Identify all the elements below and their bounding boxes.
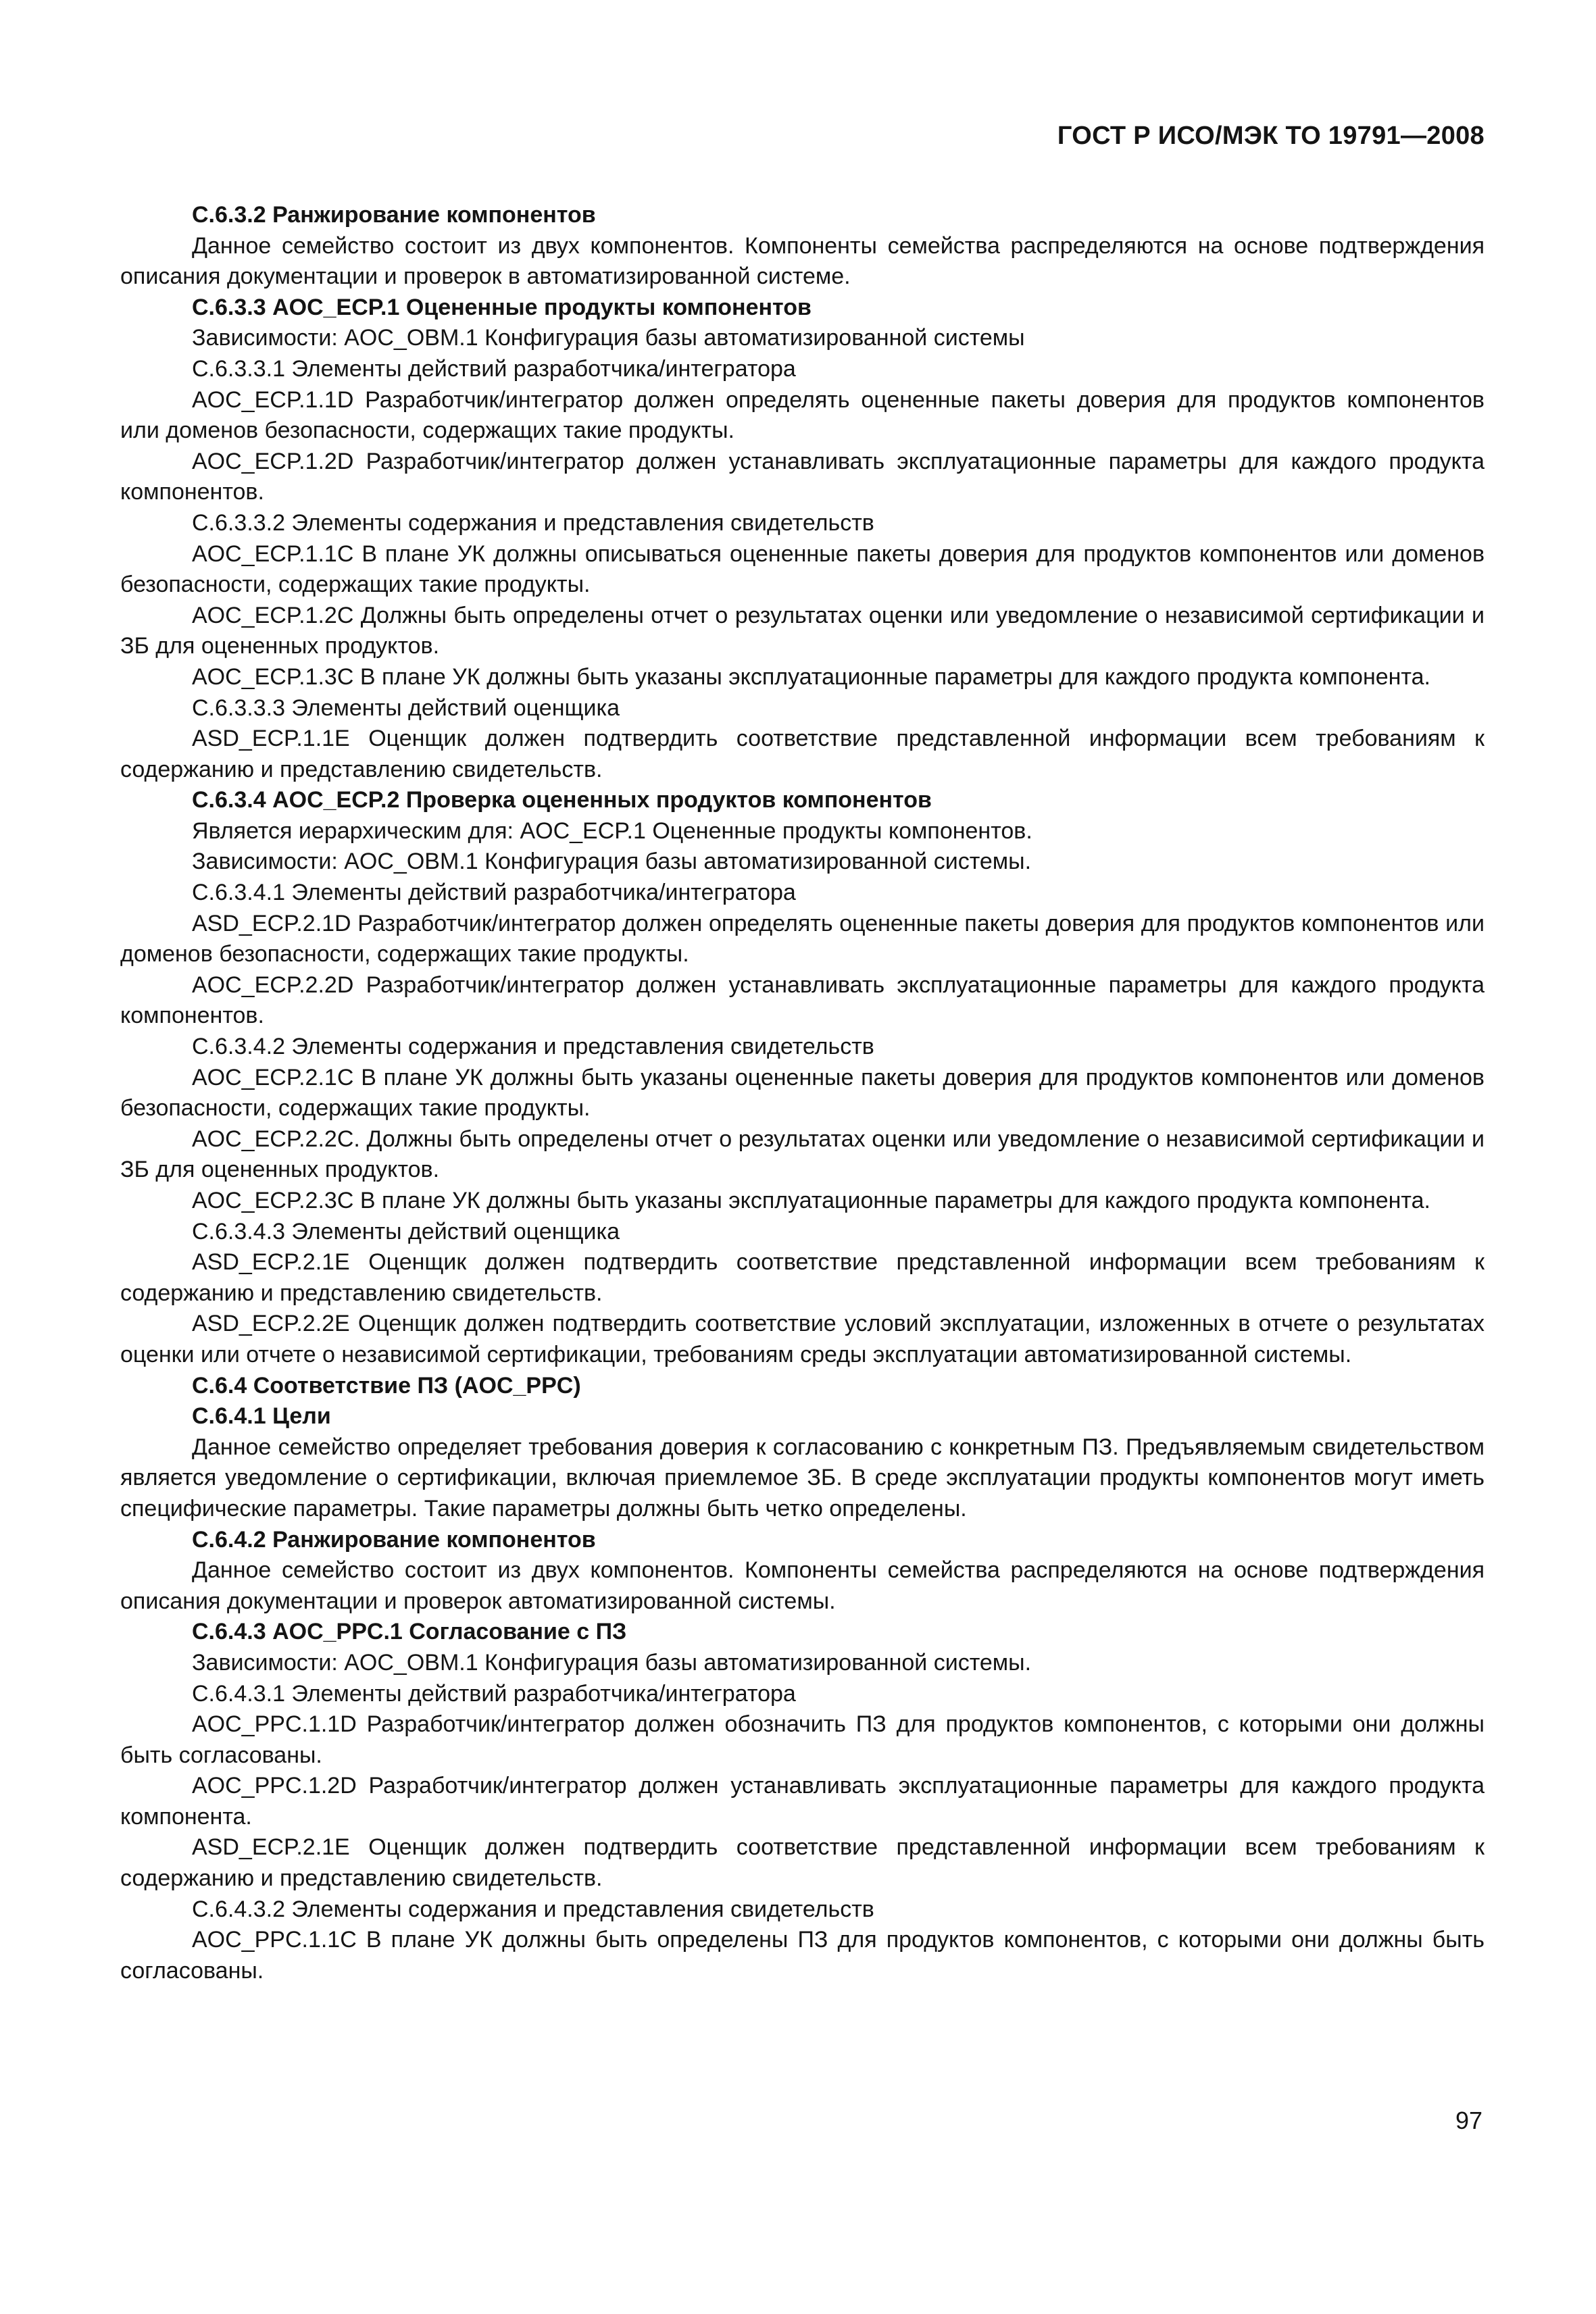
body-paragraph: Данное семейство состоит из двух компонентов. Компоненты семейства распределяются на основе подтверждения описания документации и проверок в автоматизированной системе. [120,232,1485,290]
body-paragraph: AOC_ECP.1.2D Разработчик/интегратор должен устанавливать эксплуатационные параметры для каждого продукта компонентов. [120,448,1485,505]
body-paragraph: AOC_ECP.2.2D Разработчик/интегратор должен устанавливать эксплуатационные параметры для каждого продукта компонентов. [120,972,1485,1029]
section-heading: С.6.3.2 Ранжирование компонентов [192,202,596,228]
page-number: 97 [1455,2107,1482,2134]
body-paragraph: AOC_ECP.2.1C В плане УК должны быть указаны оцененные пакеты доверия для продуктов компонентов или доменов безопасности, содержащих такие продукты. [120,1064,1485,1122]
section-heading: С.6.4.1 Цели [192,1403,331,1430]
body-paragraph: С.6.3.3.2 Элементы содержания и представления свидетельств [192,509,874,536]
section-heading: С.6.4.3 AOC_PPC.1 Согласование с ПЗ [192,1619,627,1645]
body-paragraph: Зависимости: AOC_OBM.1 Конфигурация базы автоматизированной системы [192,325,1025,351]
body-paragraph: AOC_PPC.1.1C В плане УК должны быть определены ПЗ для продуктов компонентов, с которыми они должны быть согласованы. [120,1927,1485,1984]
section-heading: С.6.3.4 AOC_ECP.2 Проверка оцененных продуктов компонентов [192,787,932,813]
section-heading: С.6.4 Соответствие ПЗ (AOC_PPC) [192,1372,581,1399]
body-paragraph: С.6.4.3.2 Элементы содержания и представления свидетельств [192,1896,874,1922]
body-paragraph: Данное семейство определяет требования доверия к согласованию с конкретным ПЗ. Предъявляемым свидетельством является уведомление о сертификации, включая приемлемое ЗБ. В среде эксплуатации продукты компонентов могут иметь специфические параметры. Такие параметры должны быть четко определены. [120,1434,1485,1521]
body-paragraph: AOC_ECP.1.3C В плане УК должны быть указаны эксплуатационные параметры для каждого продукта компонента. [192,663,1430,690]
body-paragraph: AOC_ECP.1.1D Разработчик/интегратор должен определять оцененные пакеты доверия для продуктов компонентов или доменов безопасности, содержащих такие продукты. [120,386,1485,444]
body-paragraph: С.6.3.4.3 Элементы действий оценщика [192,1218,620,1244]
body-paragraph: AOC_ECP.2.2C. Должны быть определены отчет о результатах оценки или уведомление о независимой сертификации и ЗБ для оцененных продуктов. [120,1126,1485,1183]
body-paragraph: Данное семейство состоит из двух компонентов. Компоненты семейства распределяются на основе подтверждения описания документации и проверок автоматизированной системы. [120,1557,1485,1614]
section-heading: С.6.3.3 AOC_ECP.1 Оцененные продукты компонентов [192,294,812,320]
body-paragraph: ASD_ECP.2.1E Оценщик должен подтвердить соответствие представленной информации всем требованиям к содержанию и представлению свидетельств. [120,1834,1485,1892]
section-heading: С.6.4.2 Ранжирование компонентов [192,1526,596,1553]
body-paragraph: С.6.3.3.1 Элементы действий разработчика/интегратора [192,355,796,382]
body-paragraph: С.6.3.4.1 Элементы действий разработчика/интегратора [192,880,796,906]
body-paragraph: Зависимости: AOC_OBM.1 Конфигурация базы автоматизированной системы. [192,849,1032,875]
body-paragraph: ASD_ECP.2.1E Оценщик должен подтвердить соответствие представленной информации всем требованиям к содержанию и представлению свидетельств. [120,1249,1485,1306]
body-paragraph: AOC_PPC.1.2D Разработчик/интегратор должен устанавливать эксплуатационные параметры для каждого продукта компонента. [120,1773,1485,1830]
body-paragraph: ASD_ECP.2.2E Оценщик должен подтвердить соответствие условий эксплуатации, изложенных в отчете о результатах оценки или отчете о независимой сертификации, требованиям среды эксплуатации автоматизированной системы. [120,1311,1485,1367]
body-paragraph: ASD_ECP.2.1D Разработчик/интегратор должен определять оцененные пакеты доверия для продуктов компонентов или доменов безопасности, содержащих такие продукты. [120,910,1485,967]
body-paragraph: С.6.4.3.1 Элементы действий разработчика/интегратора [192,1680,796,1707]
body-paragraph: С.6.3.4.2 Элементы содержания и представления свидетельств [192,1034,874,1060]
body-paragraph: ASD_ECP.1.1E Оценщик должен подтвердить соответствие представленной информации всем требованиям к содержанию и представлению свидетельств. [120,726,1485,782]
body-paragraph: С.6.3.3.3 Элементы действий оценщика [192,695,620,721]
document-body [120,200,1485,1986]
standard-header-title: ГОСТ Р ИСО/МЭК ТО 19791—2008 [1057,122,1485,150]
body-paragraph: AOC_ECP.2.3C В плане УК должны быть указаны эксплуатационные параметры для каждого продукта компонента. [192,1188,1430,1213]
body-paragraph: AOC_ECP.1.2C Должны быть определены отчет о результатах оценки или уведомление о независимой сертификации и ЗБ для оцененных продуктов. [120,602,1485,659]
body-paragraph: AOC_PPC.1.1D Разработчик/интегратор должен обозначить ПЗ для продуктов компонентов, с которыми они должны быть согласованы. [120,1711,1485,1768]
body-paragraph: AOC_ECP.1.1C В плане УК должны описываться оцененные пакеты доверия для продуктов компонентов или доменов безопасности, содержащих такие продукты. [120,540,1485,598]
body-paragraph: Зависимости: AOC_OBM.1 Конфигурация базы автоматизированной системы. [192,1649,1032,1676]
body-paragraph: Является иерархическим для: AOC_ECP.1 Оцененные продукты компонентов. [192,818,1032,844]
